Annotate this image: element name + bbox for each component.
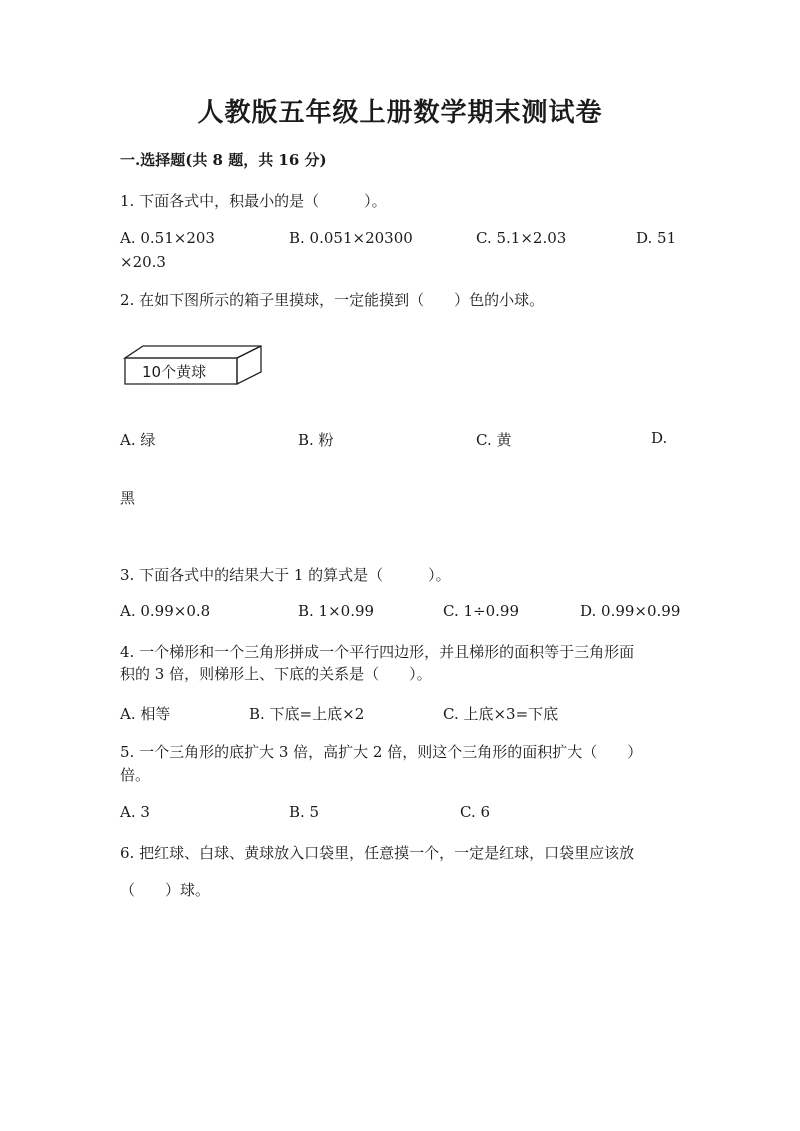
question-5-option-c: C. 6 xyxy=(460,803,491,821)
question-1-option-b: B. 0.051×20300 xyxy=(289,229,413,247)
question-6-stem-line-2: （ ）球。 xyxy=(120,881,211,899)
question-5-stem-line-1: 5. 一个三角形的底扩大 3 倍，高扩大 2 倍，则这个三角形的面积扩大（ ） xyxy=(120,743,643,761)
question-1-option-c: C. 5.1×2.03 xyxy=(476,229,567,247)
question-4-stem-line-2: 积的 3 倍，则梯形上、下底的关系是（ ）。 xyxy=(120,665,432,683)
section-heading: 一.选择题(共 8 题，共 16 分) xyxy=(120,151,327,169)
question-4-stem-line-1: 4. 一个梯形和一个三角形拼成一个平行四边形，并且梯形的面积等于三角形面 xyxy=(120,643,635,661)
question-2-option-b: B. 粉 xyxy=(298,431,334,449)
question-2-option-a: A. 绿 xyxy=(120,431,156,449)
ball-box-figure xyxy=(122,344,264,388)
question-5-stem-line-2: 倍。 xyxy=(120,766,151,784)
question-4-option-c: C. 上底×3=下底 xyxy=(443,705,559,723)
question-2-option-d-continued: 黑 xyxy=(120,489,136,507)
question-6-stem-line-1: 6. 把红球、白球、黄球放入口袋里，任意摸一个，一定是红球，口袋里应该放 xyxy=(120,844,635,862)
box-label: 10个黄球 xyxy=(142,363,207,381)
question-2-option-d: D. xyxy=(651,429,668,447)
question-2-stem: 2. 在如下图所示的箱子里摸球，一定能摸到（ ）色的小球。 xyxy=(120,291,545,309)
question-4-option-b: B. 下底=上底×2 xyxy=(249,705,365,723)
question-1-stem: 1. 下面各式中，积最小的是（ ）。 xyxy=(120,192,387,210)
question-4-option-a: A. 相等 xyxy=(120,705,171,723)
question-1-option-d: D. 51 xyxy=(636,229,677,247)
page-title: 人教版五年级上册数学期末测试卷 xyxy=(197,98,603,128)
question-2-option-c: C. 黄 xyxy=(476,431,512,449)
question-3-option-d: D. 0.99×0.99 xyxy=(580,602,681,620)
question-5-option-b: B. 5 xyxy=(289,803,320,821)
question-1-option-a: A. 0.51×203 xyxy=(120,229,215,247)
question-5-option-a: A. 3 xyxy=(120,803,150,821)
question-3-option-b: B. 1×0.99 xyxy=(298,602,375,620)
question-3-option-a: A. 0.99×0.8 xyxy=(120,602,211,620)
question-3-stem: 3. 下面各式中的结果大于 1 的算式是（ ）。 xyxy=(120,566,451,584)
question-3-option-c: C. 1÷0.99 xyxy=(443,602,519,620)
question-1-option-d-continued: ×20.3 xyxy=(120,253,166,271)
